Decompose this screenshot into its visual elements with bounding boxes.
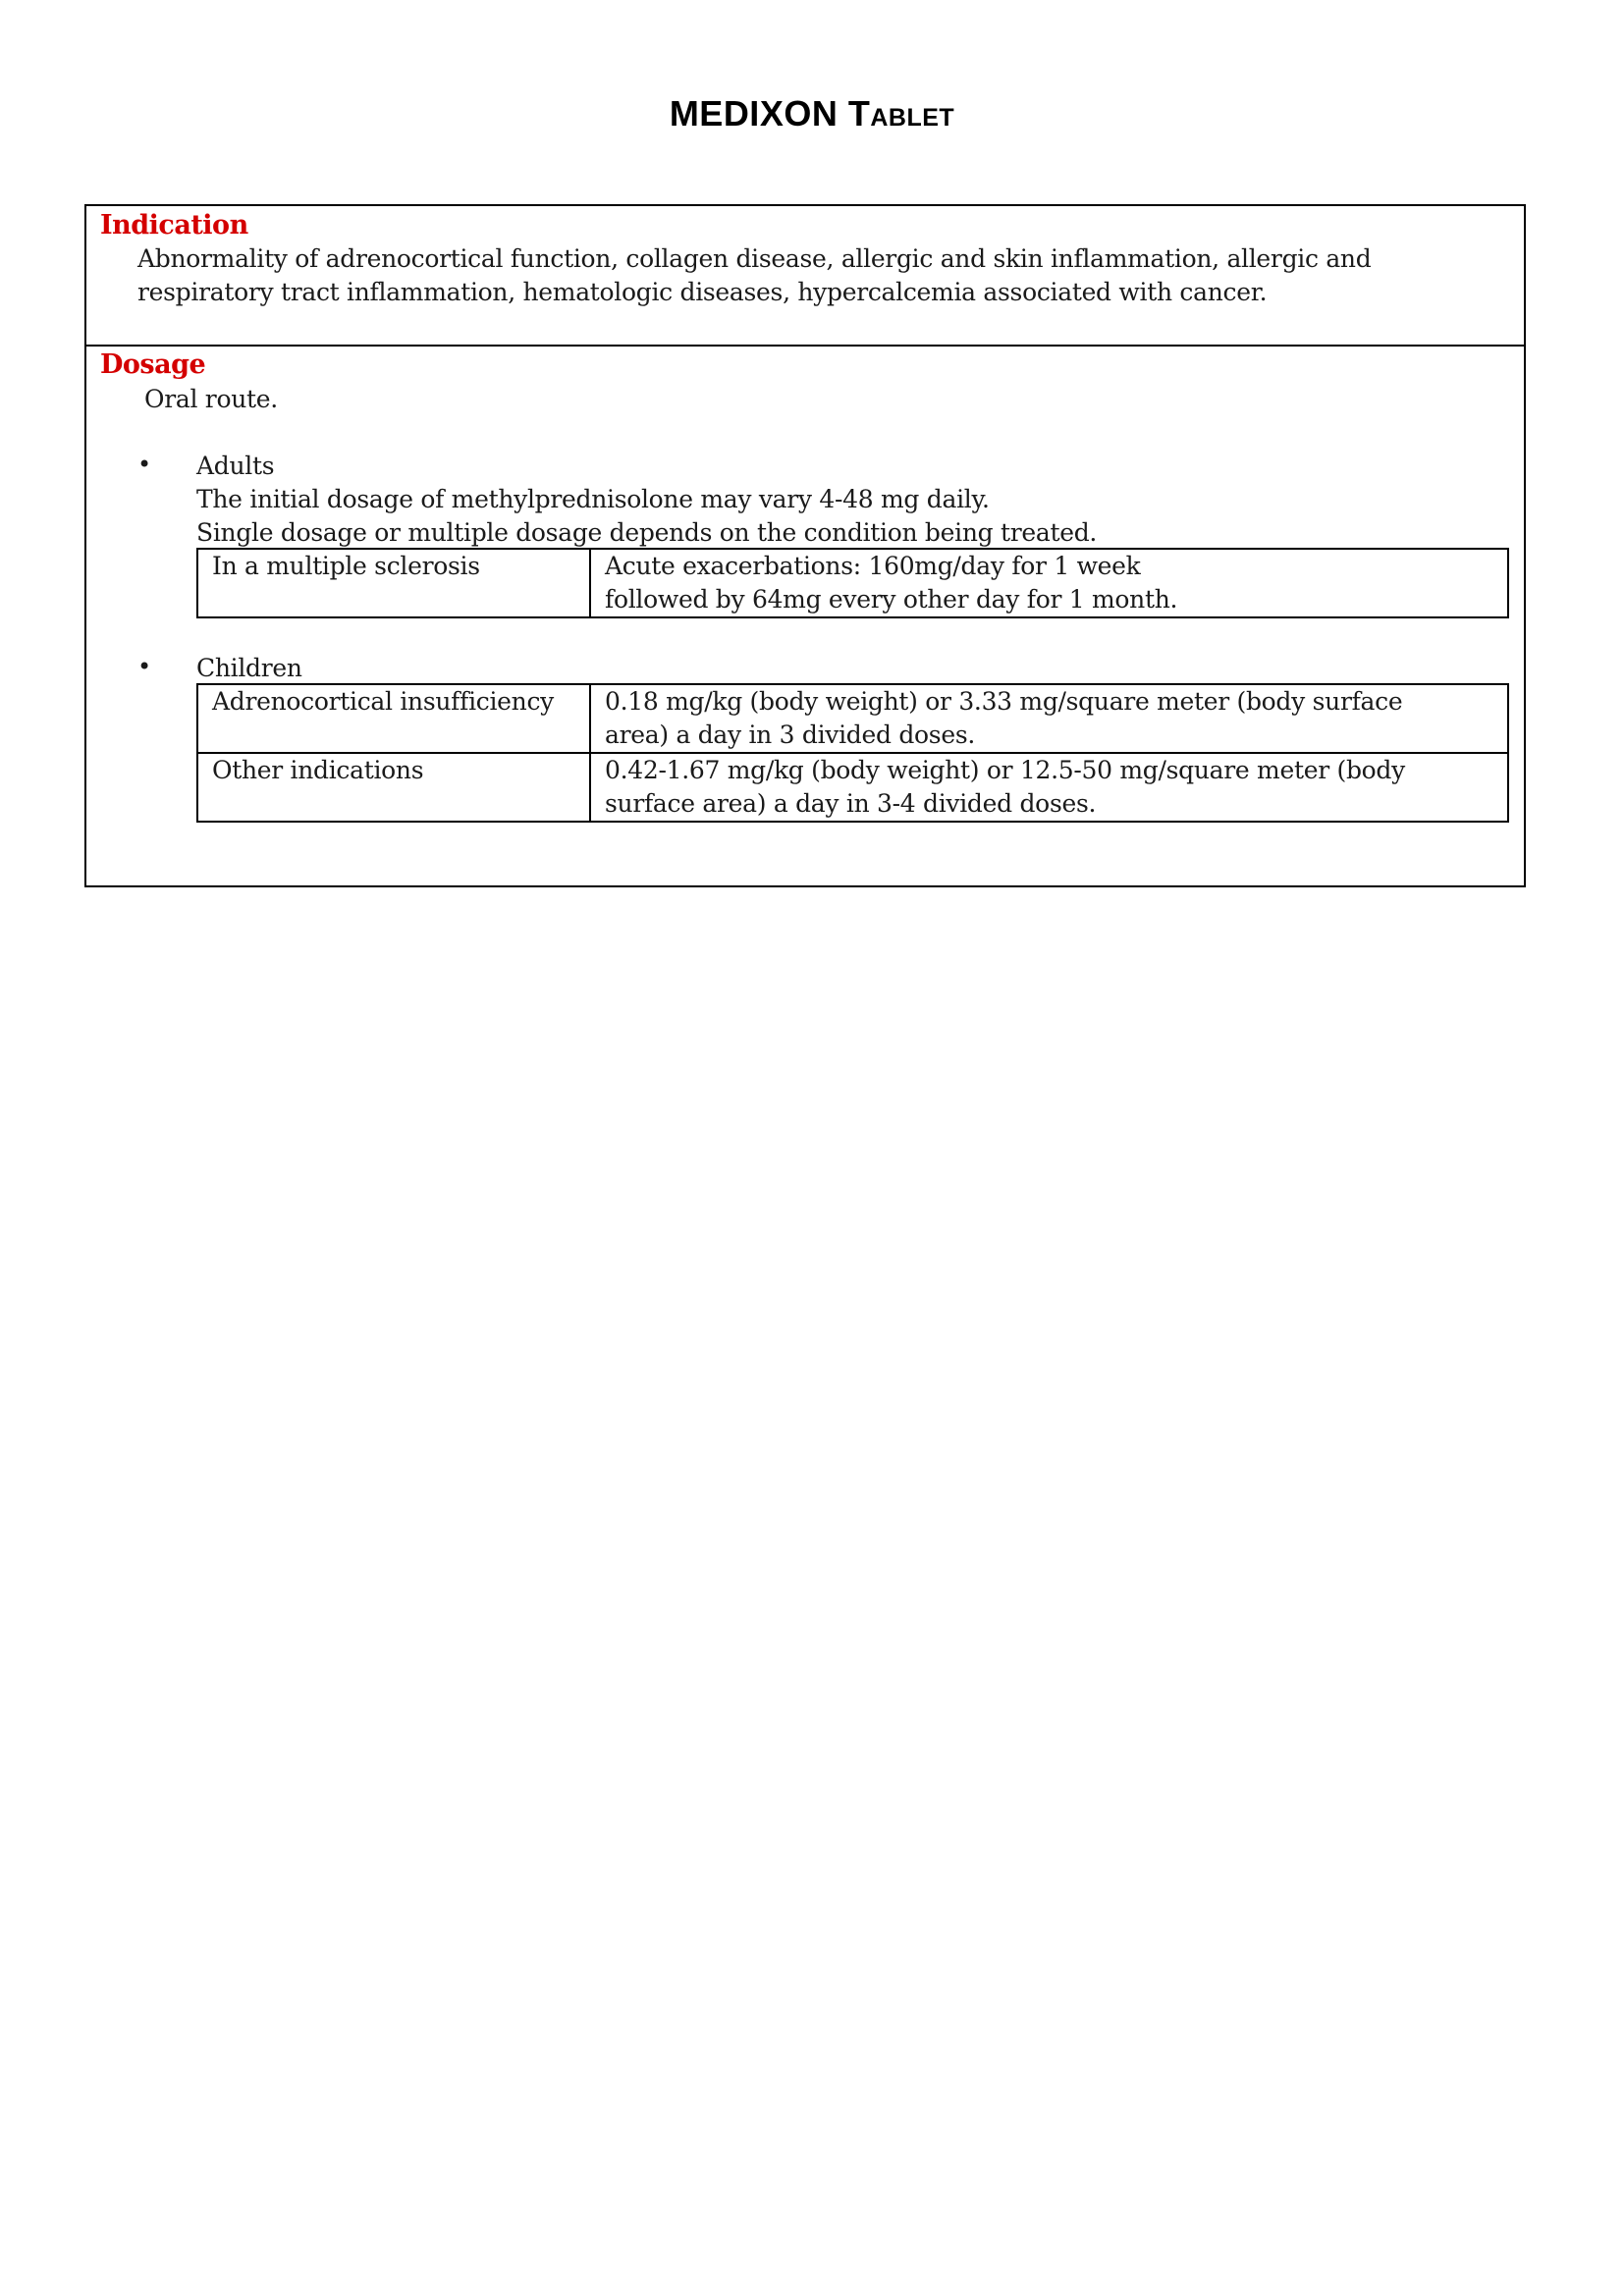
table-row <box>197 549 1508 617</box>
dosage-heading: Dosage <box>100 349 206 380</box>
children-label: Children <box>196 654 302 682</box>
section-divider <box>86 345 1524 347</box>
dose-cell <box>590 684 1508 753</box>
adults-label: Adults <box>196 452 275 480</box>
adults-bullet: • <box>137 451 152 478</box>
condition-cell <box>197 753 590 822</box>
indication-line-1: Abnormality of adrenocortical function, collagen disease, allergic and skin inflammation, allergic and <box>137 244 1372 273</box>
table-row <box>197 684 1508 753</box>
condition-text: In a multiple sclerosis <box>212 552 480 580</box>
dose-line-1: 0.42-1.67 mg/kg (body weight) or 12.5-50 mg/square meter (body <box>605 756 1405 784</box>
table-row <box>197 753 1508 822</box>
title-main: MEDIXON <box>669 93 839 133</box>
dose-line-1: Acute exacerbations: 160mg/day for 1 week <box>605 552 1141 580</box>
dose-cell <box>590 753 1508 822</box>
dose-line-2: surface area) a day in 3-4 divided doses. <box>605 789 1097 818</box>
condition-cell <box>197 684 590 753</box>
children-bullet: • <box>137 653 152 680</box>
dose-cell <box>590 549 1508 617</box>
dose-line-1: 0.18 mg/kg (body weight) or 3.33 mg/square meter (body surface <box>605 687 1403 716</box>
children-dosage-table <box>196 683 1509 823</box>
adults-line-1: The initial dosage of methylprednisolone may vary 4-48 mg daily. <box>196 485 990 513</box>
content-box <box>84 204 1526 887</box>
dose-line-2: followed by 64mg every other day for 1 month. <box>605 585 1178 614</box>
page-title <box>0 93 1624 134</box>
indication-heading: Indication <box>100 210 248 240</box>
dosage-route: Oral route. <box>144 385 278 413</box>
condition-text: Other indications <box>212 756 424 784</box>
adults-dosage-table <box>196 548 1509 618</box>
adults-line-2: Single dosage or multiple dosage depends on the condition being treated. <box>196 518 1098 547</box>
indication-line-2: respiratory tract inflammation, hematologic diseases, hypercalcemia associated with cancer. <box>137 278 1268 306</box>
condition-text: Adrenocortical insufficiency <box>212 687 554 716</box>
dose-line-2: area) a day in 3 divided doses. <box>605 721 976 749</box>
title-suffix: Tablet <box>847 93 955 133</box>
condition-cell <box>197 549 590 617</box>
